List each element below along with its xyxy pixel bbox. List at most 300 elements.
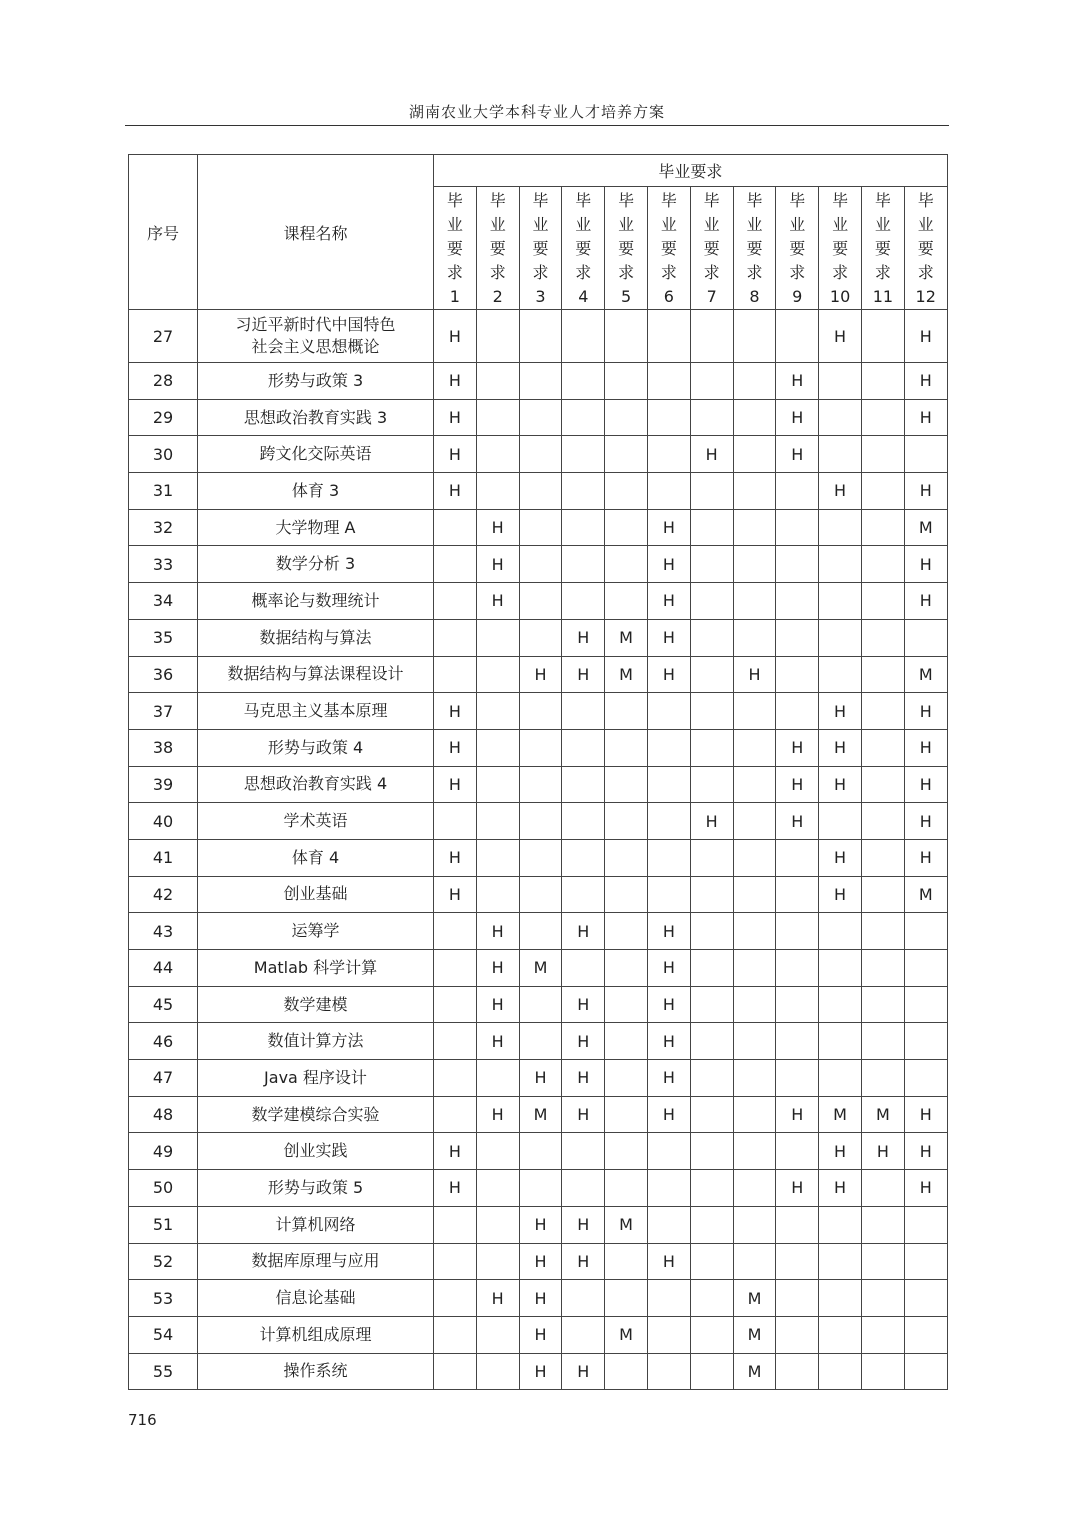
requirement-mark-cell bbox=[605, 546, 648, 583]
course-name-line: 体育 4 bbox=[291, 847, 340, 867]
table-row bbox=[129, 310, 948, 363]
requirement-mark-cell: H bbox=[904, 1133, 947, 1170]
requirement-mark-cell bbox=[776, 656, 819, 693]
requirement-mark-cell bbox=[647, 803, 690, 840]
course-name-line: 大学物理 A bbox=[275, 517, 356, 537]
requirement-header-char: 毕 bbox=[703, 191, 720, 210]
requirement-mark-cell bbox=[819, 583, 862, 620]
course-name-cell bbox=[198, 1133, 434, 1170]
requirement-mark-cell bbox=[690, 1133, 733, 1170]
requirement-mark-cell bbox=[562, 1280, 605, 1317]
requirement-header-3 bbox=[519, 187, 562, 310]
requirement-mark-cell: M bbox=[819, 1096, 862, 1133]
requirement-mark-cell: H bbox=[861, 1133, 904, 1170]
course-name-line: 思想政治教育实践 4 bbox=[243, 774, 388, 794]
requirement-header-7 bbox=[690, 187, 733, 310]
requirement-mark-cell: H bbox=[562, 1243, 605, 1280]
requirement-header-char: 要 bbox=[703, 239, 720, 258]
course-number-cell: 32 bbox=[129, 509, 198, 546]
requirement-mark-cell: H bbox=[562, 913, 605, 950]
course-name-cell bbox=[198, 656, 434, 693]
course-name-cell bbox=[198, 583, 434, 620]
table-row bbox=[129, 1060, 948, 1097]
requirement-mark-cell bbox=[476, 729, 519, 766]
requirement-mark-cell: H bbox=[562, 656, 605, 693]
requirement-mark-cell bbox=[647, 876, 690, 913]
requirement-mark-cell bbox=[819, 656, 862, 693]
requirement-mark-cell bbox=[519, 399, 562, 436]
table-row bbox=[129, 950, 948, 987]
requirement-mark-cell bbox=[476, 1243, 519, 1280]
column-header-course-name: 课程名称 bbox=[198, 155, 434, 310]
course-name-line: 计算机组成原理 bbox=[259, 1324, 372, 1344]
requirement-mark-cell bbox=[434, 656, 477, 693]
requirement-mark-cell bbox=[819, 509, 862, 546]
course-number-cell: 46 bbox=[129, 1023, 198, 1060]
requirement-mark-cell: H bbox=[904, 729, 947, 766]
course-name-line: 数据结构与算法课程设计 bbox=[227, 664, 404, 684]
course-name-line: 思想政治教育实践 3 bbox=[243, 407, 388, 427]
requirement-header-char: 9 bbox=[792, 287, 803, 306]
requirement-header-char: 要 bbox=[917, 239, 934, 258]
requirement-mark-cell: H bbox=[562, 986, 605, 1023]
requirement-mark-cell bbox=[690, 310, 733, 363]
requirement-mark-cell bbox=[776, 693, 819, 730]
requirement-mark-cell: H bbox=[434, 766, 477, 803]
course-name-cell bbox=[198, 1170, 434, 1207]
requirement-mark-cell bbox=[819, 1353, 862, 1390]
requirement-mark-cell bbox=[647, 363, 690, 400]
requirement-mark-cell bbox=[647, 839, 690, 876]
requirement-mark-cell: H bbox=[904, 766, 947, 803]
requirement-mark-cell bbox=[519, 436, 562, 473]
requirement-header-char: 5 bbox=[620, 287, 632, 306]
course-name-line: 数学分析 3 bbox=[275, 554, 356, 574]
requirement-header-char: 业 bbox=[618, 215, 635, 234]
requirement-mark-cell bbox=[690, 986, 733, 1023]
course-name-cell bbox=[198, 693, 434, 730]
requirement-mark-cell bbox=[904, 1023, 947, 1060]
requirement-mark-cell bbox=[861, 546, 904, 583]
requirement-mark-cell bbox=[776, 509, 819, 546]
requirement-mark-cell bbox=[519, 1133, 562, 1170]
requirement-mark-cell: H bbox=[434, 1170, 477, 1207]
requirement-header-char: 求 bbox=[789, 263, 806, 282]
table-row bbox=[129, 436, 948, 473]
requirement-mark-cell: H bbox=[733, 656, 776, 693]
requirement-mark-cell bbox=[605, 473, 648, 510]
requirement-header-2 bbox=[476, 187, 519, 310]
requirement-mark-cell bbox=[776, 839, 819, 876]
requirement-mark-cell bbox=[605, 1170, 648, 1207]
requirement-mark-cell bbox=[562, 399, 605, 436]
course-name-cell bbox=[198, 839, 434, 876]
requirement-mark-cell bbox=[647, 1316, 690, 1353]
requirement-mark-cell bbox=[647, 436, 690, 473]
requirement-mark-cell bbox=[733, 1206, 776, 1243]
requirement-header-5 bbox=[605, 187, 648, 310]
requirement-mark-cell bbox=[861, 436, 904, 473]
requirement-header-char: 求 bbox=[532, 263, 549, 282]
requirement-mark-cell bbox=[605, 766, 648, 803]
course-number-cell: 30 bbox=[129, 436, 198, 473]
requirement-mark-cell bbox=[434, 913, 477, 950]
requirement-mark-cell bbox=[776, 473, 819, 510]
requirement-mark-cell bbox=[690, 656, 733, 693]
requirement-mark-cell bbox=[904, 986, 947, 1023]
requirement-mark-cell bbox=[519, 1170, 562, 1207]
requirement-mark-cell bbox=[733, 803, 776, 840]
requirement-mark-cell: M bbox=[733, 1353, 776, 1390]
requirement-mark-cell bbox=[605, 950, 648, 987]
requirement-mark-cell bbox=[861, 583, 904, 620]
table-row bbox=[129, 1206, 948, 1243]
course-number-cell: 52 bbox=[129, 1243, 198, 1280]
requirement-mark-cell bbox=[605, 986, 648, 1023]
requirement-mark-cell bbox=[562, 766, 605, 803]
requirement-mark-cell bbox=[733, 1133, 776, 1170]
requirement-mark-cell: H bbox=[647, 583, 690, 620]
requirement-mark-cell bbox=[733, 473, 776, 510]
requirement-mark-cell: H bbox=[434, 436, 477, 473]
table-row bbox=[129, 1316, 948, 1353]
course-name-line: 概率论与数理统计 bbox=[251, 590, 380, 610]
requirement-mark-cell bbox=[647, 473, 690, 510]
requirement-header-char: 业 bbox=[917, 215, 934, 234]
requirement-mark-cell bbox=[819, 399, 862, 436]
requirement-mark-cell bbox=[690, 839, 733, 876]
course-name-line: 马克思主义基本原理 bbox=[243, 701, 388, 721]
course-name-cell bbox=[198, 1060, 434, 1097]
requirement-mark-cell: H bbox=[562, 1353, 605, 1390]
course-name-line: 数学建模 bbox=[283, 994, 348, 1014]
requirement-mark-cell bbox=[861, 876, 904, 913]
course-name-line: 社会主义思想概论 bbox=[251, 337, 380, 356]
requirement-mark-cell bbox=[434, 1316, 477, 1353]
requirement-mark-cell bbox=[476, 1133, 519, 1170]
requirement-mark-cell: M bbox=[605, 619, 648, 656]
requirement-mark-cell: H bbox=[647, 1243, 690, 1280]
requirement-mark-cell bbox=[476, 363, 519, 400]
requirement-mark-cell bbox=[733, 876, 776, 913]
requirement-mark-cell bbox=[861, 656, 904, 693]
requirement-mark-cell bbox=[861, 766, 904, 803]
requirement-mark-cell bbox=[904, 1280, 947, 1317]
requirement-mark-cell: H bbox=[776, 1096, 819, 1133]
requirement-mark-cell bbox=[904, 950, 947, 987]
requirement-mark-cell: H bbox=[519, 1243, 562, 1280]
requirement-mark-cell bbox=[519, 876, 562, 913]
requirement-header-12 bbox=[904, 187, 947, 310]
requirement-mark-cell bbox=[519, 583, 562, 620]
requirement-mark-cell: H bbox=[434, 876, 477, 913]
requirement-mark-cell: H bbox=[819, 310, 862, 363]
requirement-header-char: 求 bbox=[575, 263, 592, 282]
requirement-mark-cell bbox=[690, 1316, 733, 1353]
requirement-mark-cell bbox=[690, 509, 733, 546]
requirement-header-char: 毕 bbox=[532, 191, 549, 210]
course-name-cell bbox=[198, 1206, 434, 1243]
course-number-cell: 33 bbox=[129, 546, 198, 583]
requirement-mark-cell bbox=[861, 1353, 904, 1390]
course-number-cell: 40 bbox=[129, 803, 198, 840]
requirement-mark-cell: H bbox=[519, 1060, 562, 1097]
requirement-header-char: 求 bbox=[746, 263, 763, 282]
requirement-mark-cell bbox=[519, 310, 562, 363]
requirement-mark-cell: H bbox=[519, 656, 562, 693]
table-row bbox=[129, 1096, 948, 1133]
course-number-cell: 49 bbox=[129, 1133, 198, 1170]
requirement-header-char: 要 bbox=[746, 239, 763, 258]
requirement-mark-cell: H bbox=[476, 546, 519, 583]
requirement-mark-cell: H bbox=[647, 913, 690, 950]
requirement-header-11 bbox=[861, 187, 904, 310]
requirement-header-char: 6 bbox=[663, 287, 674, 306]
requirement-mark-cell: H bbox=[904, 803, 947, 840]
requirement-header-char: 要 bbox=[874, 239, 891, 258]
requirement-mark-cell bbox=[733, 1023, 776, 1060]
requirement-mark-cell: H bbox=[776, 729, 819, 766]
requirement-mark-cell: M bbox=[605, 656, 648, 693]
course-name-line: 习近平新时代中国特色 bbox=[235, 315, 396, 334]
table-row bbox=[129, 693, 948, 730]
course-name-line: 数学建模综合实验 bbox=[251, 1104, 380, 1124]
requirement-mark-cell bbox=[647, 1133, 690, 1170]
requirement-mark-cell bbox=[562, 310, 605, 363]
requirement-mark-cell: H bbox=[519, 1280, 562, 1317]
requirement-mark-cell bbox=[776, 1023, 819, 1060]
course-name-line: 数值计算方法 bbox=[267, 1031, 364, 1051]
requirement-mark-cell bbox=[733, 619, 776, 656]
table-row bbox=[129, 509, 948, 546]
course-number-cell: 27 bbox=[129, 310, 198, 363]
requirement-mark-cell bbox=[434, 1206, 477, 1243]
course-number-cell: 37 bbox=[129, 693, 198, 730]
requirement-mark-cell bbox=[690, 729, 733, 766]
requirement-mark-cell bbox=[690, 876, 733, 913]
requirement-mark-cell bbox=[819, 1023, 862, 1060]
requirement-mark-cell bbox=[476, 839, 519, 876]
requirement-mark-cell: H bbox=[562, 1206, 605, 1243]
requirement-mark-cell bbox=[476, 473, 519, 510]
course-name-cell bbox=[198, 399, 434, 436]
requirement-mark-cell: H bbox=[904, 839, 947, 876]
requirement-mark-cell bbox=[476, 1353, 519, 1390]
requirement-mark-cell bbox=[434, 1060, 477, 1097]
requirement-mark-cell: H bbox=[647, 1096, 690, 1133]
requirement-mark-cell bbox=[861, 310, 904, 363]
requirement-mark-cell bbox=[819, 363, 862, 400]
course-name-cell bbox=[198, 803, 434, 840]
requirement-header-4 bbox=[562, 187, 605, 310]
requirement-mark-cell bbox=[819, 1280, 862, 1317]
requirement-mark-cell bbox=[647, 310, 690, 363]
requirement-mark-cell: H bbox=[476, 913, 519, 950]
course-number-cell: 50 bbox=[129, 1170, 198, 1207]
requirement-mark-cell bbox=[647, 1280, 690, 1317]
requirement-mark-cell bbox=[519, 546, 562, 583]
requirement-mark-cell bbox=[605, 729, 648, 766]
requirement-header-char: 求 bbox=[660, 263, 677, 282]
table-row bbox=[129, 363, 948, 400]
requirement-header-char: 8 bbox=[749, 287, 760, 306]
requirement-mark-cell: H bbox=[434, 839, 477, 876]
requirement-mark-cell bbox=[605, 399, 648, 436]
course-name-cell bbox=[198, 1353, 434, 1390]
requirement-mark-cell bbox=[861, 1060, 904, 1097]
course-name-line: 形势与政策 4 bbox=[267, 737, 364, 757]
course-name-line: 数据结构与算法 bbox=[259, 627, 372, 647]
requirement-mark-cell bbox=[605, 1353, 648, 1390]
requirement-mark-cell bbox=[647, 1353, 690, 1390]
table-row bbox=[129, 583, 948, 620]
requirement-mark-cell: H bbox=[819, 693, 862, 730]
course-number-cell: 51 bbox=[129, 1206, 198, 1243]
course-name-cell bbox=[198, 1280, 434, 1317]
course-number-cell: 36 bbox=[129, 656, 198, 693]
requirement-mark-cell: M bbox=[519, 950, 562, 987]
requirement-mark-cell bbox=[434, 1243, 477, 1280]
requirement-mark-cell bbox=[605, 803, 648, 840]
requirement-mark-cell: M bbox=[904, 509, 947, 546]
requirement-mark-cell bbox=[562, 803, 605, 840]
course-name-cell bbox=[198, 546, 434, 583]
requirement-mark-cell: H bbox=[904, 1096, 947, 1133]
course-name-line: 创业实践 bbox=[283, 1141, 348, 1161]
course-name-line: 数据库原理与应用 bbox=[251, 1251, 380, 1271]
requirement-mark-cell bbox=[562, 436, 605, 473]
requirement-mark-cell bbox=[733, 766, 776, 803]
course-name-cell bbox=[198, 509, 434, 546]
requirement-mark-cell bbox=[904, 1353, 947, 1390]
requirement-mark-cell bbox=[476, 1060, 519, 1097]
requirement-mark-cell bbox=[519, 693, 562, 730]
requirement-mark-cell bbox=[861, 1280, 904, 1317]
course-number-cell: 41 bbox=[129, 839, 198, 876]
requirement-mark-cell bbox=[562, 546, 605, 583]
requirement-mark-cell bbox=[733, 913, 776, 950]
requirement-header-char: 求 bbox=[489, 263, 506, 282]
requirement-mark-cell bbox=[819, 1206, 862, 1243]
requirement-mark-cell bbox=[605, 876, 648, 913]
requirement-header-char: 要 bbox=[532, 239, 549, 258]
requirement-mark-cell bbox=[733, 729, 776, 766]
requirement-mark-cell bbox=[861, 1170, 904, 1207]
requirement-mark-cell bbox=[562, 583, 605, 620]
requirement-mark-cell: H bbox=[562, 1096, 605, 1133]
requirement-mark-cell bbox=[562, 509, 605, 546]
requirement-mark-cell bbox=[519, 986, 562, 1023]
course-name-line: 创业基础 bbox=[283, 884, 348, 904]
requirement-mark-cell: H bbox=[776, 436, 819, 473]
requirement-mark-cell bbox=[733, 1170, 776, 1207]
requirement-mark-cell bbox=[476, 876, 519, 913]
table-row bbox=[129, 1133, 948, 1170]
course-number-cell: 45 bbox=[129, 986, 198, 1023]
requirement-mark-cell bbox=[562, 1133, 605, 1170]
course-name-line: 形势与政策 3 bbox=[267, 370, 364, 390]
requirement-mark-cell bbox=[519, 803, 562, 840]
requirement-mark-cell bbox=[519, 1023, 562, 1060]
requirement-mark-cell: H bbox=[904, 310, 947, 363]
requirement-mark-cell bbox=[690, 1023, 733, 1060]
requirement-mark-cell bbox=[690, 1206, 733, 1243]
requirement-mark-cell bbox=[733, 950, 776, 987]
graduation-requirements-matrix bbox=[128, 154, 948, 1390]
requirement-mark-cell bbox=[690, 1170, 733, 1207]
requirement-mark-cell bbox=[605, 913, 648, 950]
course-name-line: 跨文化交际英语 bbox=[259, 444, 372, 464]
requirement-mark-cell: H bbox=[819, 1133, 862, 1170]
course-name-cell bbox=[198, 1023, 434, 1060]
course-name-cell bbox=[198, 436, 434, 473]
requirement-header-char: 10 bbox=[829, 287, 851, 306]
requirement-mark-cell: H bbox=[476, 509, 519, 546]
requirement-header-1 bbox=[434, 187, 477, 310]
requirement-mark-cell: H bbox=[519, 1353, 562, 1390]
requirement-header-char: 要 bbox=[618, 239, 635, 258]
requirement-mark-cell bbox=[690, 399, 733, 436]
requirement-mark-cell: H bbox=[904, 399, 947, 436]
requirement-header-char: 毕 bbox=[832, 191, 849, 210]
requirement-header-char: 要 bbox=[446, 239, 463, 258]
requirement-mark-cell: H bbox=[434, 363, 477, 400]
requirement-mark-cell: H bbox=[647, 546, 690, 583]
requirement-mark-cell bbox=[776, 1206, 819, 1243]
table-row bbox=[129, 1023, 948, 1060]
requirement-mark-cell bbox=[819, 986, 862, 1023]
requirement-mark-cell bbox=[776, 1060, 819, 1097]
requirement-mark-cell bbox=[690, 363, 733, 400]
requirement-mark-cell bbox=[434, 619, 477, 656]
course-name-cell bbox=[198, 473, 434, 510]
requirement-header-char: 业 bbox=[575, 215, 592, 234]
table-row bbox=[129, 839, 948, 876]
course-name-cell bbox=[198, 619, 434, 656]
requirement-mark-cell bbox=[733, 839, 776, 876]
requirement-mark-cell bbox=[861, 803, 904, 840]
requirement-header-char: 业 bbox=[832, 215, 849, 234]
requirement-mark-cell: M bbox=[904, 656, 947, 693]
requirement-mark-cell: H bbox=[647, 1060, 690, 1097]
requirement-mark-cell bbox=[476, 693, 519, 730]
requirement-mark-cell bbox=[904, 1060, 947, 1097]
course-name-cell bbox=[198, 766, 434, 803]
course-name-cell bbox=[198, 1096, 434, 1133]
table-row bbox=[129, 876, 948, 913]
table-row bbox=[129, 803, 948, 840]
table-row bbox=[129, 986, 948, 1023]
requirement-header-char: 12 bbox=[915, 287, 936, 306]
requirement-header-char: 4 bbox=[578, 287, 589, 306]
requirement-mark-cell bbox=[819, 619, 862, 656]
column-header-graduation-requirements: 毕业要求 bbox=[434, 155, 948, 187]
course-name-line: Java 程序设计 bbox=[264, 1067, 367, 1087]
requirement-mark-cell bbox=[434, 583, 477, 620]
requirement-mark-cell bbox=[605, 1023, 648, 1060]
requirement-mark-cell: H bbox=[819, 766, 862, 803]
requirement-mark-cell bbox=[690, 766, 733, 803]
requirement-mark-cell bbox=[605, 310, 648, 363]
requirement-mark-cell: M bbox=[519, 1096, 562, 1133]
requirement-mark-cell bbox=[434, 986, 477, 1023]
course-number-cell: 43 bbox=[129, 913, 198, 950]
requirement-mark-cell bbox=[647, 766, 690, 803]
requirement-header-char: 毕 bbox=[618, 191, 635, 210]
requirement-mark-cell bbox=[605, 436, 648, 473]
requirement-mark-cell bbox=[519, 729, 562, 766]
table-row bbox=[129, 1353, 948, 1390]
